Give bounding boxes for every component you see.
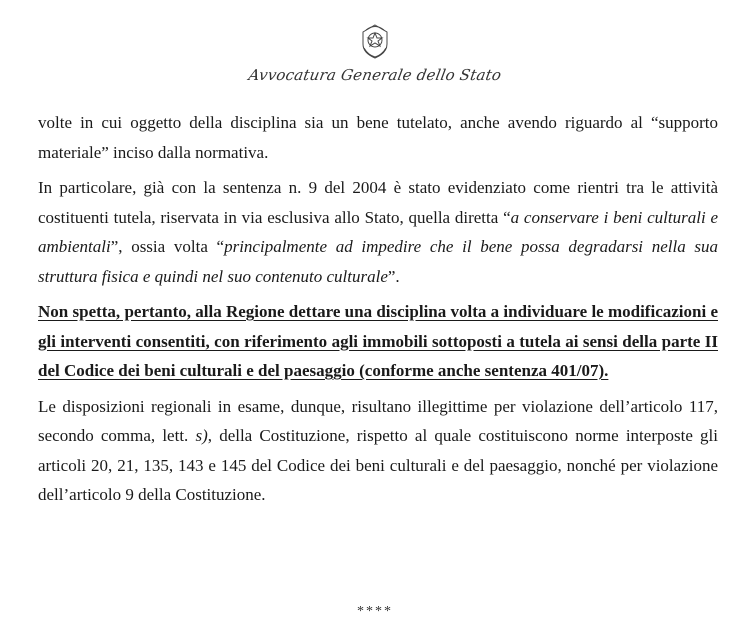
paragraph-3-emphasis: Non spetta, pertanto, alla Regione dettare una disciplina volta a individuare le modificazioni e gli interventi consentiti, con riferimento agli immobili sottoposti a tutela ai sensi della parte II del Codice dei beni culturali e del paesaggio (conforme anche sentenza 401/07). xyxy=(38,302,718,380)
section-separator: **** xyxy=(357,604,393,619)
paragraph-2 xyxy=(38,173,718,291)
emblem-icon xyxy=(358,22,392,60)
paragraph-4-text-a: Le disposizioni regionali in esame, dunque, risultano illegittime per violazione dell’articolo 117, secondo comma, lett. xyxy=(38,396,718,445)
paragraph-4-text-c: , della Costituzione, rispetto al quale costituiscono norme interposte gli articoli 20, 21, 135, 143 e 145 del Codice dei beni culturali e del paesaggio, nonché per violazione dell’articolo 9 della Costituzione. xyxy=(38,426,718,504)
paragraph-2-quote-1: a conservare i beni culturali e ambientali xyxy=(38,207,718,256)
document-body xyxy=(38,108,718,510)
paragraph-4-letter: s) xyxy=(195,426,208,445)
paragraph-2-text-a: In particolare, già con la sentenza n. 9 del 2004 è stato evidenziato come rientri tra le attività costituenti tutela, riservata in via esclusiva allo Stato, quella diretta “ xyxy=(38,178,718,227)
paragraph-2-text-e: ”. xyxy=(387,266,400,286)
paragraph-2-quote-2: principalmente ad impedire che il bene possa degradarsi nella sua struttura fisica e quindi nel suo contenuto culturale xyxy=(38,237,718,286)
paragraph-2-text-c: ”, ossia volta “ xyxy=(110,237,225,256)
office-name: Avvocatura Generale dello Stato xyxy=(247,66,503,84)
letterhead xyxy=(0,22,750,84)
paragraph-1: volte in cui oggetto della disciplina sia un bene tutelato, anche avendo riguardo al “supporto materiale” inciso dalla normativa. xyxy=(38,113,718,162)
paragraph-4 xyxy=(38,392,718,510)
